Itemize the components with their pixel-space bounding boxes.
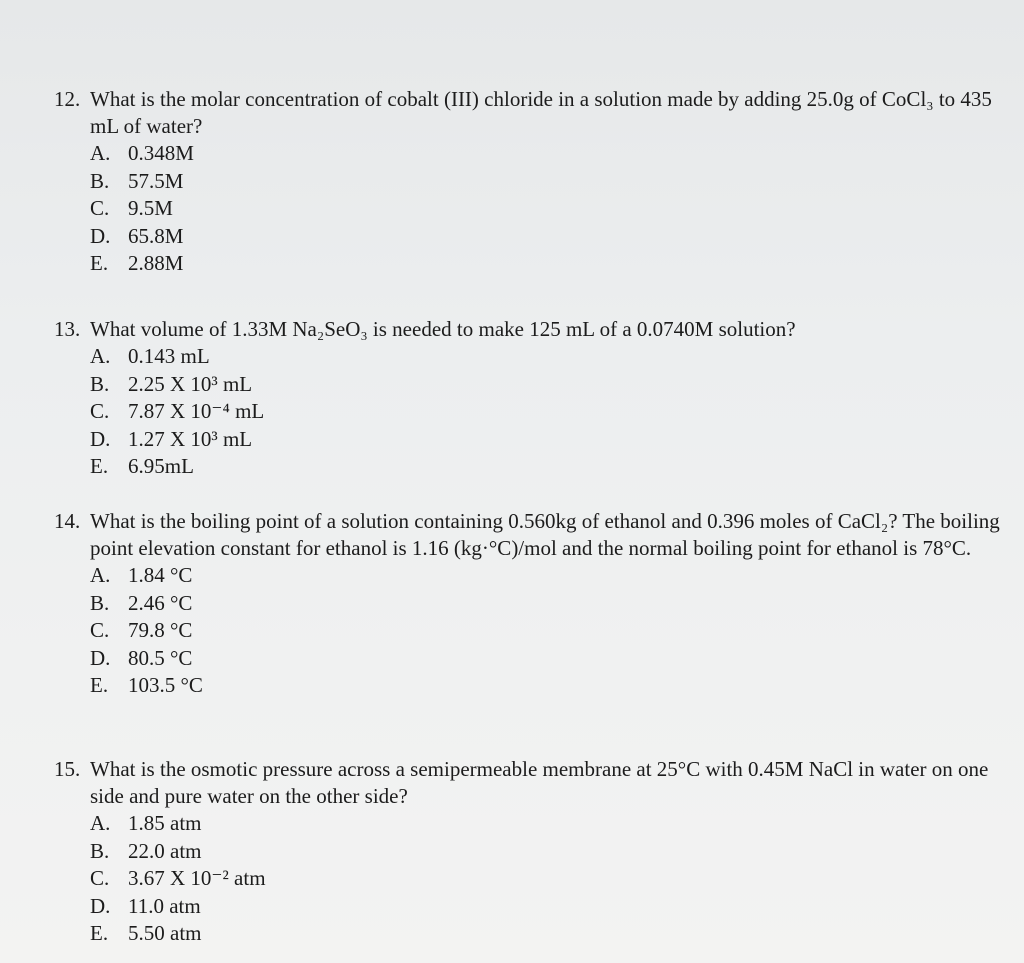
choice-letter: C. — [90, 196, 110, 220]
answer-choices — [54, 810, 1004, 948]
choice-e — [54, 453, 1004, 481]
choice-value: 80.5 °C — [128, 645, 193, 670]
question-15 — [54, 756, 1004, 948]
choice-letter: A. — [90, 811, 111, 835]
question-header — [54, 756, 1004, 810]
choice-letter: E. — [90, 454, 109, 478]
choice-c — [54, 398, 1004, 426]
choice-value: 103.5 °C — [128, 673, 203, 697]
choice-d — [54, 426, 1004, 454]
choice-letter: B. — [90, 371, 110, 396]
question-number: 14. — [54, 509, 81, 533]
choice-value: 65.8M — [128, 223, 184, 248]
choice-value: 2.88M — [128, 251, 184, 275]
choice-value: 57.5M — [128, 168, 184, 193]
choice-b — [54, 168, 1004, 196]
choice-a — [54, 140, 1004, 168]
choice-d — [54, 645, 1004, 673]
choice-value: 6.95mL — [128, 454, 194, 478]
answer-choices — [54, 140, 1004, 278]
choice-letter: C. — [90, 866, 110, 890]
choice-letter: D. — [90, 893, 111, 918]
choice-a — [54, 810, 1004, 838]
choice-e — [54, 672, 1004, 700]
choice-letter: D. — [90, 426, 111, 451]
choice-letter: B. — [90, 590, 110, 615]
question-text: What is the molar concentration of cobalt (III) chloride in a solution made by adding 25.0g of CoCl₃ to 435 mL of water? — [90, 87, 992, 138]
question-13 — [54, 316, 1004, 481]
choice-letter: E. — [90, 673, 109, 697]
choice-value: 0.143 mL — [128, 344, 210, 368]
question-14 — [54, 508, 1004, 700]
question-number: 15. — [54, 757, 81, 781]
choice-d — [54, 893, 1004, 921]
choice-letter: A. — [90, 141, 111, 165]
choice-e — [54, 250, 1004, 278]
choice-c — [54, 195, 1004, 223]
choice-b — [54, 371, 1004, 399]
question-text: What is the boiling point of a solution containing 0.560kg of ethanol and 0.396 moles of CaCl₂? The boiling point elevation constant for ethanol is 1.16 (kg·°C)/mol and the normal boiling point for ethanol is 78°C. — [90, 509, 1000, 560]
question-12 — [54, 86, 1004, 278]
choice-value: 9.5M — [128, 196, 173, 220]
answer-choices — [54, 562, 1004, 700]
question-header — [54, 86, 1004, 140]
choice-d — [54, 223, 1004, 251]
choice-value: 3.67 X 10⁻² atm — [128, 866, 266, 890]
choice-value: 11.0 atm — [128, 893, 201, 918]
choice-value: 22.0 atm — [128, 838, 202, 863]
choice-letter: A. — [90, 344, 111, 368]
choice-letter: D. — [90, 645, 111, 670]
question-number: 12. — [54, 87, 81, 111]
choice-value: 79.8 °C — [128, 618, 193, 642]
choice-value: 7.87 X 10⁻⁴ mL — [128, 399, 265, 423]
question-number: 13. — [54, 317, 81, 341]
choice-b — [54, 590, 1004, 618]
choice-letter: C. — [90, 399, 110, 423]
question-text: What is the osmotic pressure across a semipermeable membrane at 25°C with 0.45M NaCl in water on one side and pure water on the other side? — [90, 757, 989, 808]
choice-e — [54, 920, 1004, 948]
choice-value: 1.27 X 10³ mL — [128, 426, 253, 451]
choice-value: 1.84 °C — [128, 563, 193, 587]
choice-value: 2.46 °C — [128, 590, 193, 615]
choice-a — [54, 562, 1004, 590]
choice-letter: B. — [90, 168, 110, 193]
choice-letter: B. — [90, 838, 110, 863]
choice-a — [54, 343, 1004, 371]
choice-letter: C. — [90, 618, 110, 642]
question-header — [54, 316, 1004, 343]
choice-value: 1.85 atm — [128, 811, 202, 835]
choice-value: 5.50 atm — [128, 921, 202, 945]
choice-c — [54, 865, 1004, 893]
question-text: What volume of 1.33M Na₂SeO₃ is needed to make 125 mL of a 0.0740M solution? — [90, 317, 796, 341]
choice-letter: A. — [90, 563, 111, 587]
choice-letter: E. — [90, 921, 109, 945]
choice-value: 2.25 X 10³ mL — [128, 371, 253, 396]
question-header — [54, 508, 1004, 562]
choice-c — [54, 617, 1004, 645]
choice-value: 0.348M — [128, 141, 194, 165]
choice-letter: D. — [90, 223, 111, 248]
choice-letter: E. — [90, 251, 109, 275]
choice-b — [54, 838, 1004, 866]
answer-choices — [54, 343, 1004, 481]
